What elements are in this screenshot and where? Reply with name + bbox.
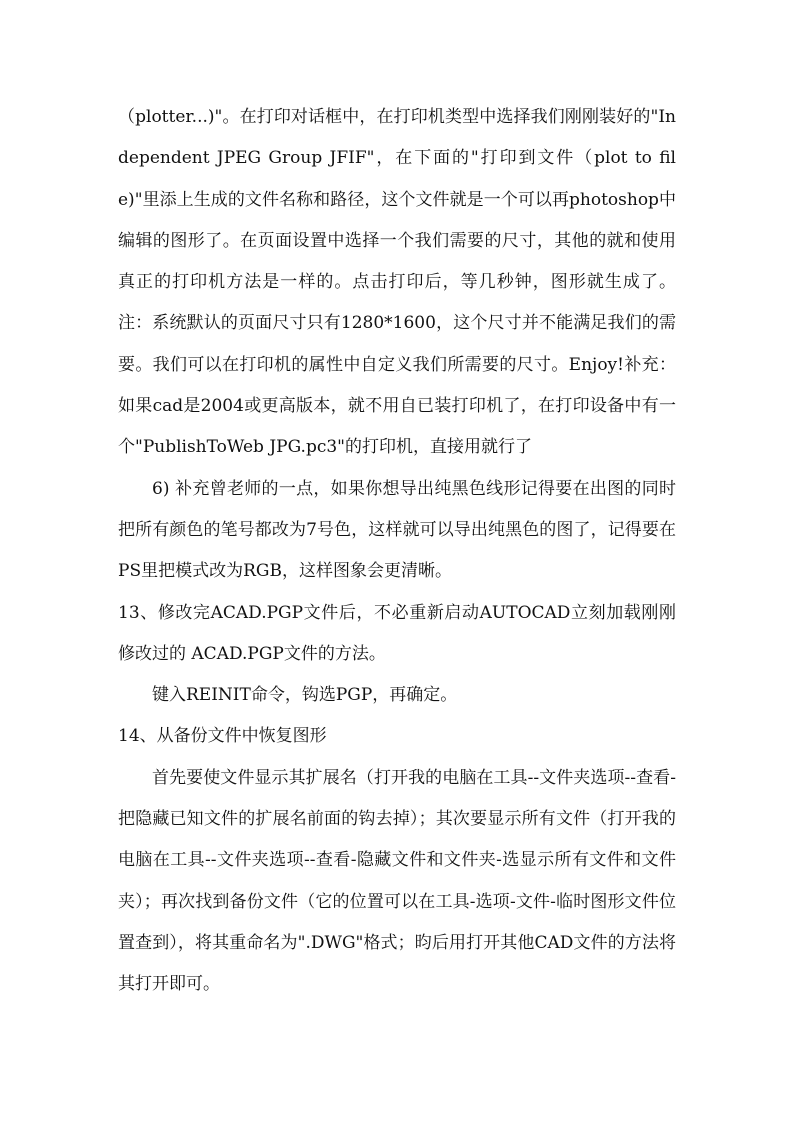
paragraph-plotter-instructions: （plotter...)"。在打印对话框中，在打印机类型中选择我们刚刚装好的"Independent JPEG Group JFIF"，在下面的"打印到文件（plot to file)"里添上生成的文件名称和路径，这个文件就是一个可以再photoshop中编辑的图形了。在页面设置中选择一个我们需要的尺寸，其他的就和使用真正的打印机方法是一样的。点击打印后，等几秒钟，图形就生成了。注：系统默认的页面尺寸只有1280*1600，这个尺寸并不能满足我们的需要。我们可以在打印机的属性中自定义我们所需要的尺寸。Enjoy!补充：如果cad是2004或更高版本，就不用自已装打印机了，在打印设备中有一个"PublishToWeb JPG.pc3"的打印机，直接用就行了 [118,107,676,458]
paragraph-restore-backup: 首先要使文件显示其扩展名（打开我的电脑在工具--文件夹选项--查看-把隐藏已知文件的扩展名前面的钩去掉）；其次要显示所有文件（打开我的电脑在工具--文件夹选项--查看-隐藏文件和文件夹-选显示所有文件和文件夹）；再次找到备份文件（它的位置可以在工具-选项-文件-临时图形文件位置查到），将其重命名为".DWG"格式；昀后用打开其他CAD文件的方法将其打开即可。 [118,767,676,995]
document-page [118,97,676,1006]
paragraph-heading-13: 13、修改完ACAD.PGP文件后，不必重新启动AUTOCAD立刻加载刚刚修改过的 ACAD.PGP文件的方法。 [118,602,676,664]
paragraph-heading-14: 14、从备份文件中恢复图形 [118,726,327,747]
paragraph-reinit-command: 键入REINIT命令，钩选PGP，再确定。 [152,685,458,706]
paragraph-black-lines-tip: 6) 补充曾老师的一点，如果你想导出纯黑色线形记得要在出图的同时把所有颜色的笔号都改为7号色，这样就可以导出纯黑色的图了，记得要在PS里把模式改为RGB，这样图象会更清晰。 [118,478,676,582]
